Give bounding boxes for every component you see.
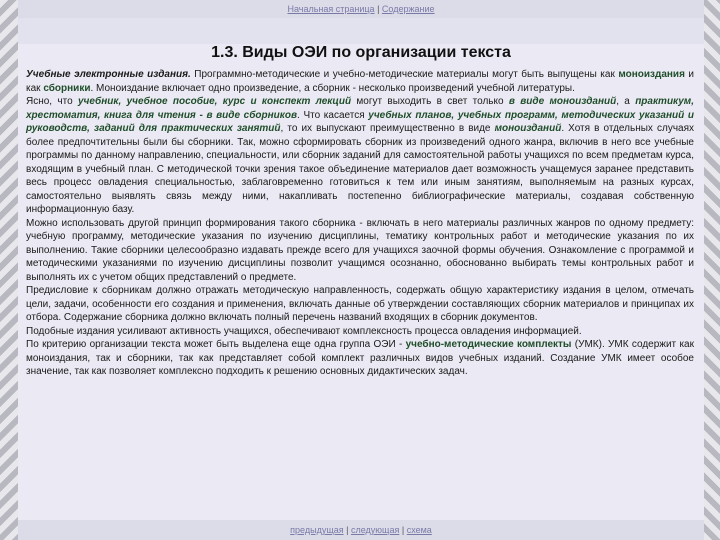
paragraph-3: Можно использовать другой принцип формирования такого сборника - включать в него материалы различных жанров по одному предмету: учебную программу, методические указания по изучению дисциплины, тематику контрольных работ и методические указания по их выполнению. Такие сборники целесообразно издавать прежде всего для учащихся заочной формы обучения. Ознакомление с программой и методическими указаниями по изучению дисциплины позволит учащимся осознанно, обоснованно выбирать темы контрольных работ и выполнять их с учетом общих представлений о предмете. — [26, 217, 694, 283]
home-link[interactable]: Начальная страница — [287, 4, 375, 14]
header-band — [18, 18, 704, 44]
contents-link[interactable]: Содержание — [381, 4, 435, 14]
paragraph-6: По критерию организации текста может быть выделена еще одна группа ОЭИ - учебно-методические комплекты (УМК). УМК содержит как моноиздания, так и сборники, так как представляет собой комплект различных видов учебных изданий. Создание УМК имеет особое значение, так как позволяет комплексно подходить к решению основных дидактических задач. — [26, 339, 694, 377]
left-decor-strip — [0, 0, 18, 540]
next-link[interactable]: следующая — [350, 525, 400, 535]
lead-term: Учебные электронные издания. — [26, 69, 191, 80]
page-title: 1.3. Виды ОЭИ по организации текста — [211, 44, 511, 61]
bottom-nav: предыдущая | следующая | схема — [18, 520, 704, 540]
article-body — [26, 68, 694, 379]
paragraph-4: Предисловие к сборникам должно отражать методическую направленность, содержать общую характеристику издания в целом, отмечать цели, задачи, особенности его создания и применения, включать данные об утверждении составляющих сборник материалов и принципах их отбора. Содержание сборника должно включать полный перечень названий входящих в сборник документов. — [26, 285, 694, 323]
right-decor-strip — [704, 0, 720, 540]
content-panel — [18, 0, 704, 540]
term-monoeditions: моноиздания — [618, 69, 685, 80]
term-collections: сборники — [43, 82, 91, 94]
paragraph-1: Учебные электронные издания. Программно-методические и учебно-методические материалы могут быть выпущены как моноиздания и как сборники. Моноиздание включает одно произведение, а сборник - несколько произведений учебной литературы. — [26, 69, 694, 94]
scheme-link[interactable]: схема — [406, 525, 432, 535]
paragraph-2: Ясно, что учебник, учебное пособие, курс и конспект лекций могут выходить в свет только в виде моноизданий, а практикум, хрестоматия, книга для чтения - в виде сборников. Что касается учебных планов, учебных программ, методических указаний и руководств, заданий для практических занятий, то их выпускают преимущественно в виде моноизданий. Хотя в отдельных случаях более предпочтительны были бы сборники. Так, можно сформировать сборник из произведений одного жанра, включив в него все учебные программы по данному направлению, специальности, или сборник заданий для самостоятельной работы учащихся по всем предметам курса, входящим в учебный план. С методической точки зрения такое объединение материалов дает возможность учащемуся заранее представить весь процесс овладения специальностью, заблаговременно готовиться к тем или иным занятиям, выполняемым на разных курсах, самостоятельно выявлять связь между ними, накапливать постепенно библиографические материалы, создавая собственную информационную базу. — [26, 96, 695, 215]
paragraph-5: Подобные издания усиливают активность учащихся, обеспечивают комплексность процесса овладения информацией. — [26, 325, 582, 337]
nav-separator: | — [377, 4, 380, 14]
term-umk: учебно-методические комплекты — [405, 339, 572, 350]
top-nav — [18, 0, 704, 18]
prev-link[interactable]: предыдущая — [290, 525, 344, 535]
